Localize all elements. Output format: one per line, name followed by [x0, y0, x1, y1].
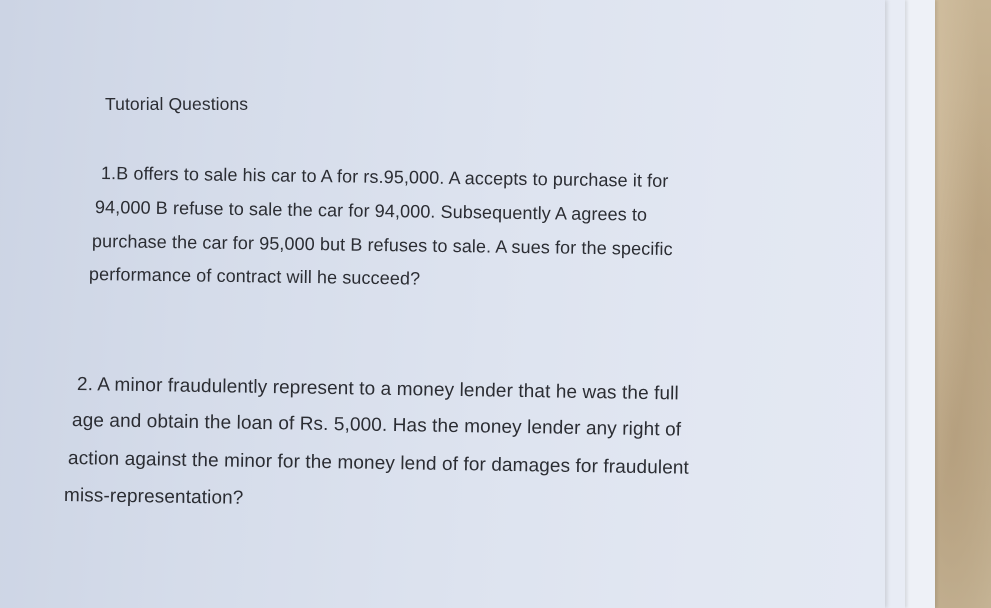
document-title: Tutorial Questions [105, 94, 249, 114]
question-1-line-4: performance of contract will he succeed? [88, 264, 421, 289]
question-2-line-2: age and obtain the loan of Rs. 5,000. Has the money lender any right of [71, 410, 682, 441]
question-1-line-3: purchase the car for 95,000 but B refuses to sale. A sues for the specific [91, 231, 673, 260]
question-2-line-1: 2. A minor fraudulently represent to a money lender that he was the full [76, 374, 679, 405]
question-1-line-1: 1.B offers to sale his car to A for rs.95,000. A accepts to purchase it for [100, 163, 669, 191]
question-2-line-3: action against the minor for the money lend of for damages for fraudulent [67, 448, 690, 479]
question-2-line-4: miss-representation? [63, 485, 244, 509]
question-1-line-2: 94,000 B refuse to sale the car for 94,000. Subsequently A agrees to [94, 197, 648, 225]
